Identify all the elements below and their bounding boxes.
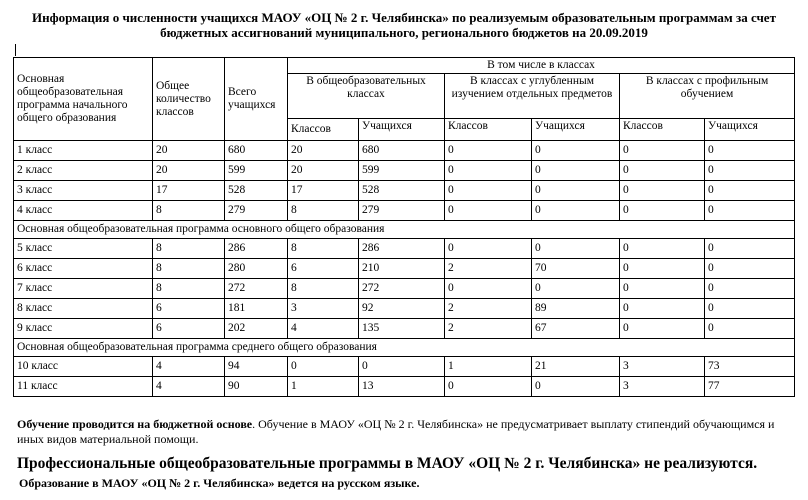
table-cell: 0 (359, 357, 445, 377)
header-profile-classes: Классов (620, 119, 705, 141)
professional-programs-note: Профессиональные общеобразовательные программы в МАОУ «ОЦ № 2 г. Челябинска» не реализуются. (17, 455, 758, 472)
table-cell: 0 (620, 319, 705, 339)
table-cell: 0 (532, 279, 620, 299)
section-row (14, 339, 795, 357)
table-cell: 0 (705, 141, 795, 161)
table-cell: 680 (359, 141, 445, 161)
page-title (0, 10, 808, 40)
table-cell: 8 (288, 279, 359, 299)
table-cell: 0 (445, 181, 532, 201)
funding-note-text: . Обучение в МАОУ «ОЦ № 2 г. Челябинска» не предусматривает выплату стипендий обучающимся и иных видов материальной помощи. (17, 417, 775, 446)
table-cell: 4 (288, 319, 359, 339)
table-cell: 272 (225, 279, 288, 299)
table-cell: 0 (705, 239, 795, 259)
table-cell: 8 (288, 201, 359, 221)
table-cell: 0 (705, 319, 795, 339)
table-cell: 0 (705, 201, 795, 221)
text-cursor (15, 44, 16, 56)
section-title: Основная общеобразовательная программа основного общего образования (14, 221, 795, 239)
table-cell: 0 (445, 377, 532, 397)
table-cell: 13 (359, 377, 445, 397)
table-cell: 3 (288, 299, 359, 319)
header-row-1 (14, 58, 795, 74)
section-row (14, 221, 795, 239)
header-advanced: В классах с углубленным изучением отдельных предметов (445, 74, 620, 119)
table-cell: 77 (705, 377, 795, 397)
header-total-students: Всего учащихся (225, 58, 288, 141)
table-cell: 680 (225, 141, 288, 161)
funding-note-bold: Обучение проводится на бюджетной основе (17, 417, 253, 431)
table-cell: 6 (153, 319, 225, 339)
header-general-students: Учащихся (359, 119, 445, 141)
table-cell: 279 (359, 201, 445, 221)
table-cell: 0 (705, 299, 795, 319)
table-row (14, 299, 795, 319)
header-including: В том числе в классах (288, 58, 795, 74)
table-row (14, 239, 795, 259)
header-general-classes: Классов (288, 119, 359, 141)
row-label: 6 класс (14, 259, 153, 279)
table-cell: 2 (445, 319, 532, 339)
header-general: В общеобразовательных классах (288, 74, 445, 119)
table-cell: 0 (620, 259, 705, 279)
table-cell: 17 (288, 181, 359, 201)
table-cell: 20 (288, 141, 359, 161)
header-program: Основная общеобразовательная программа начального общего образования (14, 58, 153, 141)
table-cell: 0 (445, 201, 532, 221)
table-cell: 0 (620, 239, 705, 259)
row-label: 4 класс (14, 201, 153, 221)
table-row (14, 259, 795, 279)
table-row (14, 319, 795, 339)
table-cell: 0 (445, 161, 532, 181)
table-cell: 0 (705, 279, 795, 299)
table-cell: 4 (153, 377, 225, 397)
table-cell: 6 (288, 259, 359, 279)
row-label: 8 класс (14, 299, 153, 319)
table-cell: 92 (359, 299, 445, 319)
table-row (14, 141, 795, 161)
table-row (14, 181, 795, 201)
table-cell: 599 (225, 161, 288, 181)
row-label: 3 класс (14, 181, 153, 201)
table-cell: 528 (225, 181, 288, 201)
table-cell: 0 (532, 239, 620, 259)
title-line-2: бюджетных ассигнований муниципального, регионального бюджетов на 20.09.2019 (160, 25, 648, 40)
table-cell: 8 (153, 239, 225, 259)
table-cell: 0 (532, 141, 620, 161)
students-table (13, 57, 795, 397)
table-cell: 3 (620, 357, 705, 377)
table-cell: 1 (445, 357, 532, 377)
table-cell: 210 (359, 259, 445, 279)
header-profile-students: Учащихся (705, 119, 795, 141)
table-cell: 90 (225, 377, 288, 397)
table-cell: 0 (620, 181, 705, 201)
row-label: 1 класс (14, 141, 153, 161)
table-cell: 0 (445, 279, 532, 299)
table-cell: 286 (225, 239, 288, 259)
table-cell: 2 (445, 299, 532, 319)
table-cell: 0 (445, 239, 532, 259)
table-cell: 0 (620, 299, 705, 319)
table-cell: 181 (225, 299, 288, 319)
table-cell: 202 (225, 319, 288, 339)
header-total-classes: Общее количество классов (153, 58, 225, 141)
table-cell: 0 (288, 357, 359, 377)
table-row (14, 357, 795, 377)
title-line-1: Информация о численности учащихся МАОУ «ОЦ № 2 г. Челябинска» по реализуемым образовательным программам за счет (32, 10, 776, 25)
table-cell: 70 (532, 259, 620, 279)
table-row (14, 377, 795, 397)
table-cell: 280 (225, 259, 288, 279)
table-cell: 0 (620, 201, 705, 221)
table-cell: 0 (705, 161, 795, 181)
table-cell: 20 (153, 161, 225, 181)
funding-note (17, 417, 797, 447)
table-cell: 0 (532, 201, 620, 221)
table-cell: 67 (532, 319, 620, 339)
table-cell: 272 (359, 279, 445, 299)
header-advanced-students: Учащихся (532, 119, 620, 141)
table-cell: 89 (532, 299, 620, 319)
row-label: 2 класс (14, 161, 153, 181)
language-note: Образование в МАОУ «ОЦ № 2 г. Челябинска» ведется на русском языке. (19, 476, 420, 490)
table-row (14, 161, 795, 181)
table-cell: 21 (532, 357, 620, 377)
table-cell: 0 (532, 181, 620, 201)
row-label: 10 класс (14, 357, 153, 377)
table-cell: 8 (153, 279, 225, 299)
table-cell: 0 (620, 279, 705, 299)
section-title: Основная общеобразовательная программа среднего общего образования (14, 339, 795, 357)
table-cell: 20 (288, 161, 359, 181)
table-row (14, 279, 795, 299)
table-cell: 599 (359, 161, 445, 181)
row-label: 9 класс (14, 319, 153, 339)
table-cell: 0 (705, 259, 795, 279)
table-cell: 94 (225, 357, 288, 377)
table-cell: 17 (153, 181, 225, 201)
row-label: 11 класс (14, 377, 153, 397)
table-cell: 8 (153, 259, 225, 279)
table-cell: 8 (153, 201, 225, 221)
table-cell: 135 (359, 319, 445, 339)
table-cell: 6 (153, 299, 225, 319)
table-cell: 0 (532, 377, 620, 397)
table-cell: 4 (153, 357, 225, 377)
table-cell: 8 (288, 239, 359, 259)
table-cell: 279 (225, 201, 288, 221)
table-cell: 0 (620, 141, 705, 161)
table-cell: 2 (445, 259, 532, 279)
table-cell: 73 (705, 357, 795, 377)
table-cell: 528 (359, 181, 445, 201)
table-row (14, 201, 795, 221)
table-cell: 1 (288, 377, 359, 397)
table-cell: 286 (359, 239, 445, 259)
header-profile: В классах с профильным обучением (620, 74, 795, 119)
row-label: 5 класс (14, 239, 153, 259)
table-cell: 20 (153, 141, 225, 161)
header-advanced-classes: Классов (445, 119, 532, 141)
table-cell: 0 (445, 141, 532, 161)
table-cell: 0 (620, 161, 705, 181)
table-cell: 0 (705, 181, 795, 201)
row-label: 7 класс (14, 279, 153, 299)
table-cell: 3 (620, 377, 705, 397)
table-cell: 0 (532, 161, 620, 181)
